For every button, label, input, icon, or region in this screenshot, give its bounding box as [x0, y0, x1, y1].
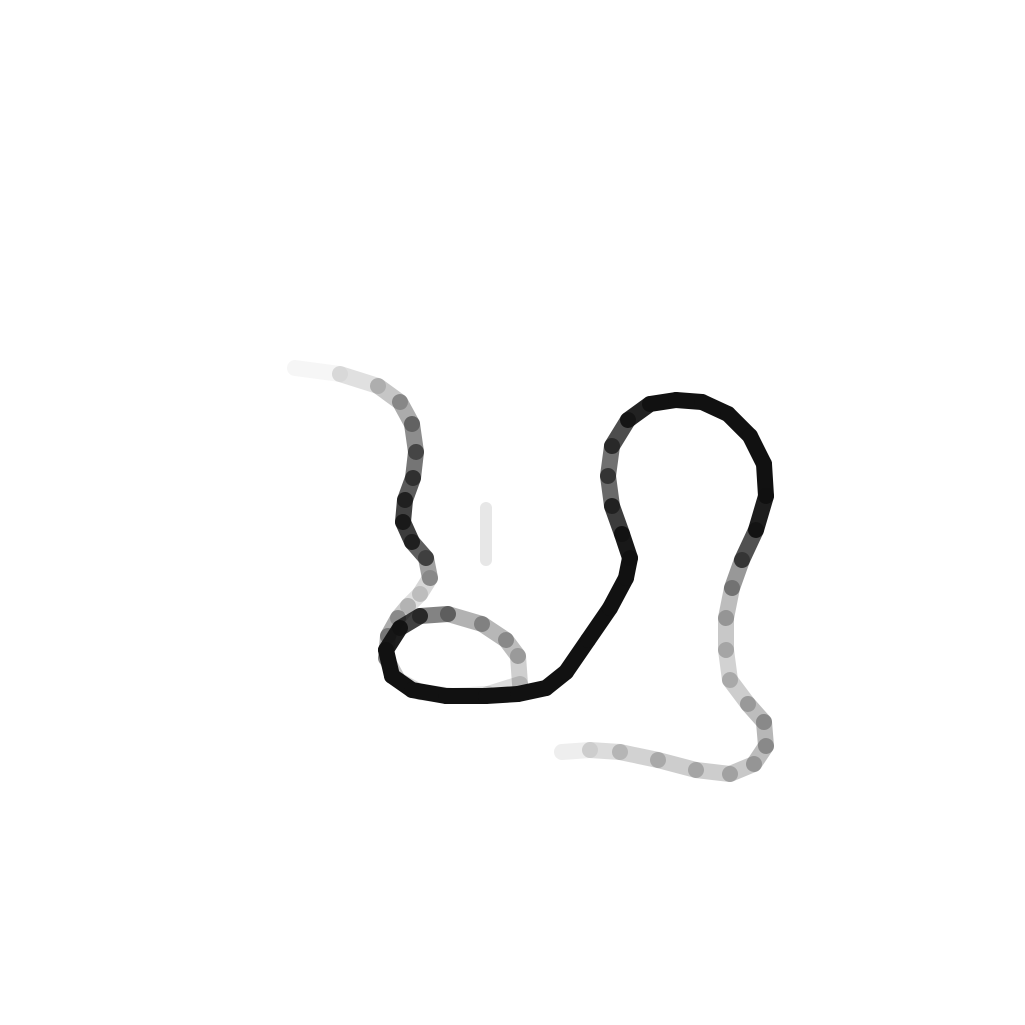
stroke-segment: [562, 750, 590, 752]
stroke-group: [295, 368, 766, 774]
